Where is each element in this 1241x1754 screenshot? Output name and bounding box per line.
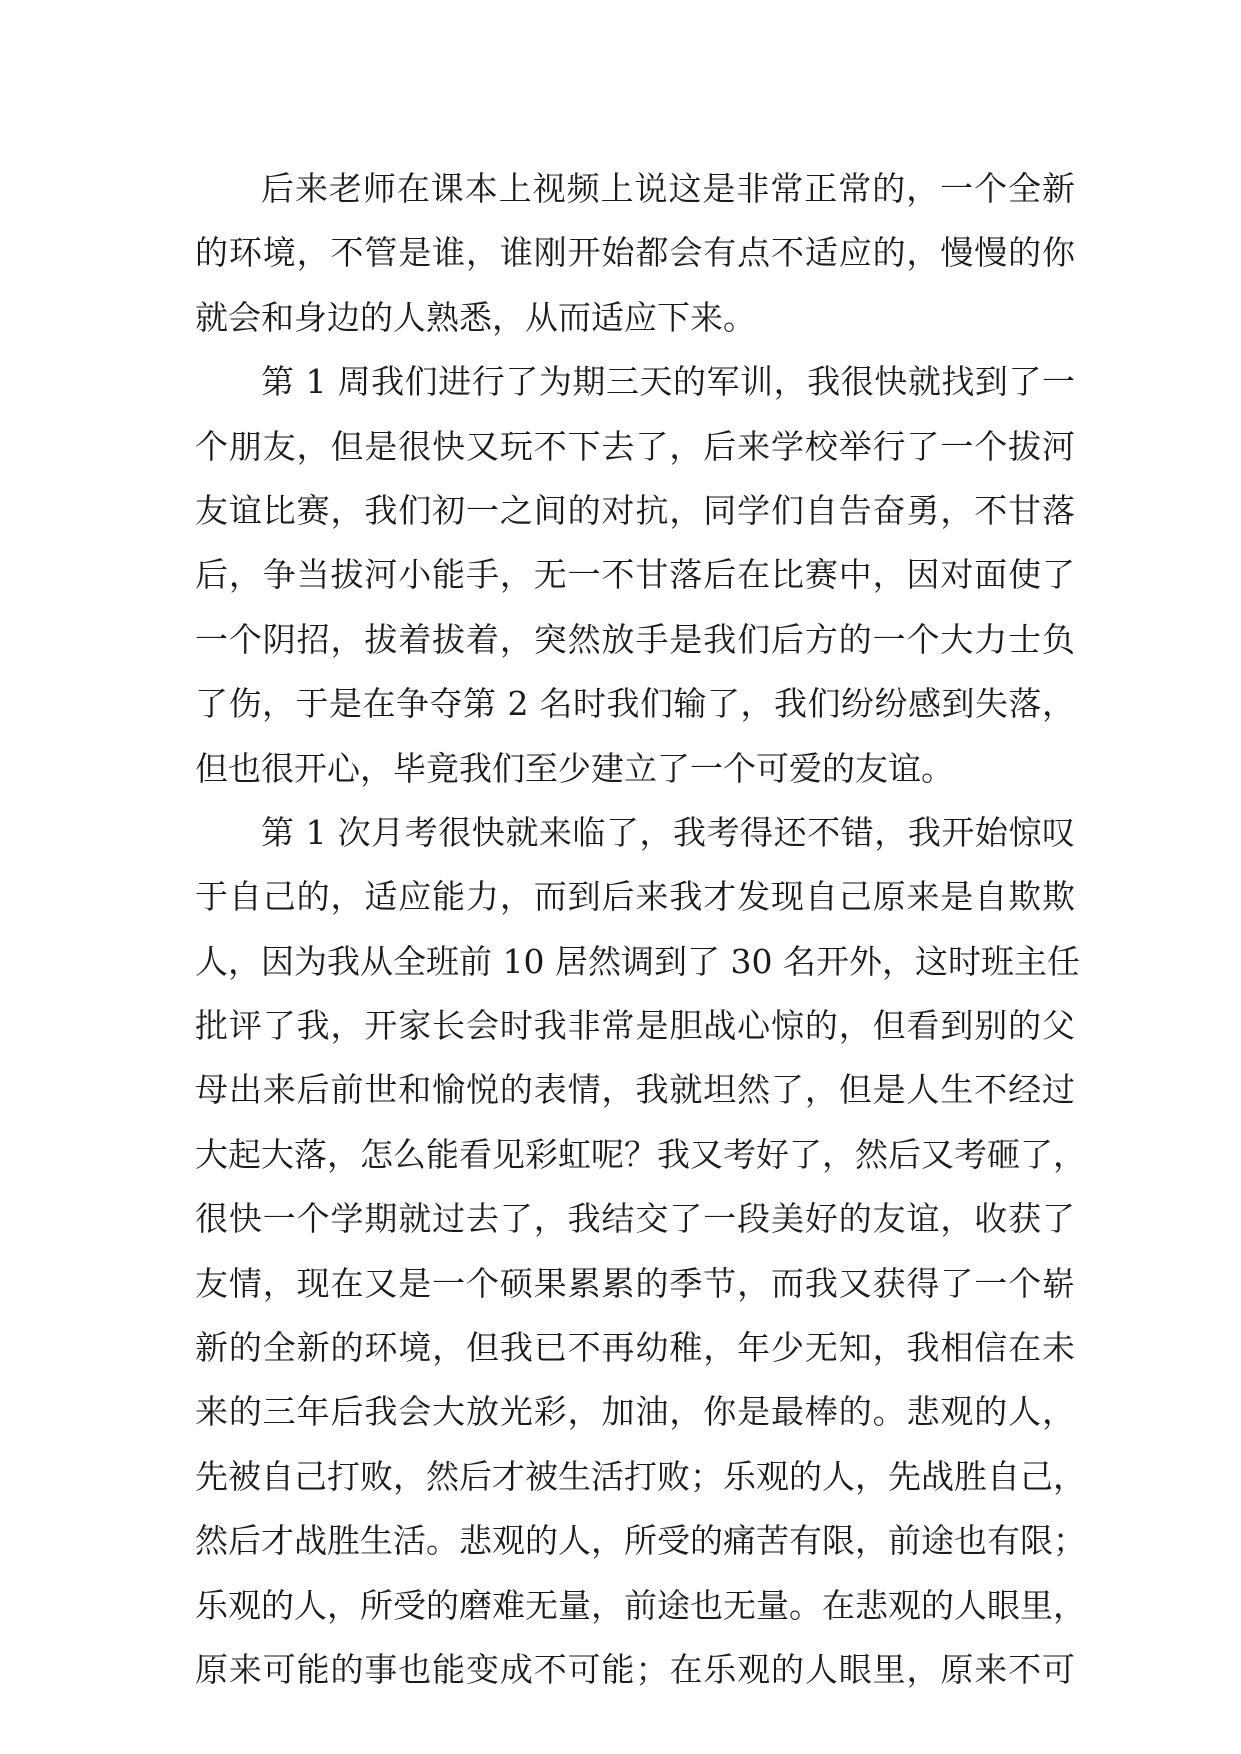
text-line — [195, 865, 1075, 929]
line-text: 友情，现在又是一个硕果累累的季节，而我又获得了一个崭 — [195, 1263, 1075, 1303]
body-text — [195, 157, 1086, 1702]
text-line — [195, 1509, 1086, 1573]
line-text: 一个阴招，拔着拔着，突然放手是我们后方的一个大力士负 — [195, 619, 1075, 659]
text-line — [195, 608, 1075, 672]
text-line — [195, 1123, 1086, 1187]
line-text: 个朋友，但是很快又玩不下去了，后来学校举行了一个拔河 — [195, 426, 1075, 466]
text-line — [195, 415, 1075, 479]
line-text: 然后才战胜生活。悲观的人，所受的痛苦有限，前途也有限； — [195, 1521, 1086, 1561]
text-line — [195, 1574, 1086, 1638]
line-text: 先被自己打败，然后才被生活打败；乐观的人，先战胜自己， — [195, 1456, 1086, 1496]
line-text: 来的三年后我会大放光彩，加油，你是最棒的。悲观的人， — [195, 1392, 1075, 1432]
line-text: 批评了我，开家长会时我非常是胆战心惊的，但看到别的父 — [195, 1006, 1075, 1046]
line-text: 很快一个学期就过去了，我结交了一段美好的友谊，收获了 — [195, 1199, 1075, 1239]
line-text: 就会和身边的人熟悉，从而适应下来。 — [195, 297, 756, 337]
text-line — [195, 737, 1075, 801]
line-text: 乐观的人，所受的磨难无量，前途也无量。在悲观的人眼里， — [195, 1585, 1086, 1625]
line-text: 后，争当拔河小能手，无一不甘落后在比赛中，因对面使了 — [195, 555, 1075, 595]
line-text: 第 1 次月考很快就来临了，我考得还不错，我开始惊叹 — [261, 812, 1075, 852]
text-line — [195, 221, 1075, 285]
line-text: 友谊比赛，我们初一之间的对抗，同学们自告奋勇，不甘落 — [195, 490, 1075, 530]
text-line — [195, 286, 1075, 350]
line-text: 了伤，于是在争夺第 2 名时我们输了，我们纷纷感到失落， — [195, 684, 1075, 724]
text-line — [195, 543, 1075, 607]
line-text: 原来可能的事也能变成不可能；在乐观的人眼里，原来不可 — [195, 1649, 1075, 1689]
line-text: 于自己的，适应能力，而到后来我才发现自己原来是自欺欺 — [195, 877, 1075, 917]
line-text: 的环境，不管是谁，谁刚开始都会有点不适应的，慢慢的你 — [195, 233, 1075, 273]
line-text: 第 1 周我们进行了为期三天的军训，我很快就找到了一 — [261, 362, 1075, 402]
text-line — [195, 1316, 1075, 1380]
text-line — [195, 1445, 1086, 1509]
line-text: 母出来后前世和愉悦的表情，我就坦然了，但是人生不经过 — [195, 1070, 1075, 1110]
text-line — [195, 157, 1075, 221]
text-line — [195, 930, 1080, 994]
text-line — [195, 1187, 1075, 1251]
line-text: 后来老师在课本上视频上说这是非常正常的，一个全新 — [261, 169, 1075, 208]
text-line — [195, 1252, 1075, 1316]
line-text: 人，因为我从全班前 10 居然调到了 30 名开外，这时班主任 — [195, 941, 1080, 981]
line-text: 但也很开心，毕竟我们至少建立了一个可爱的友谊。 — [195, 748, 954, 788]
text-line — [195, 1058, 1075, 1122]
text-line — [195, 1638, 1075, 1702]
text-line — [195, 479, 1075, 543]
text-line — [195, 672, 1075, 736]
text-line — [195, 801, 1075, 865]
line-text: 大起大落，怎么能看见彩虹呢？我又考好了，然后又考砸了， — [195, 1134, 1086, 1174]
text-line — [195, 1380, 1075, 1444]
text-line — [195, 994, 1075, 1058]
text-line — [195, 350, 1075, 414]
line-text: 新的全新的环境，但我已不再幼稚，年少无知，我相信在未 — [195, 1328, 1075, 1368]
